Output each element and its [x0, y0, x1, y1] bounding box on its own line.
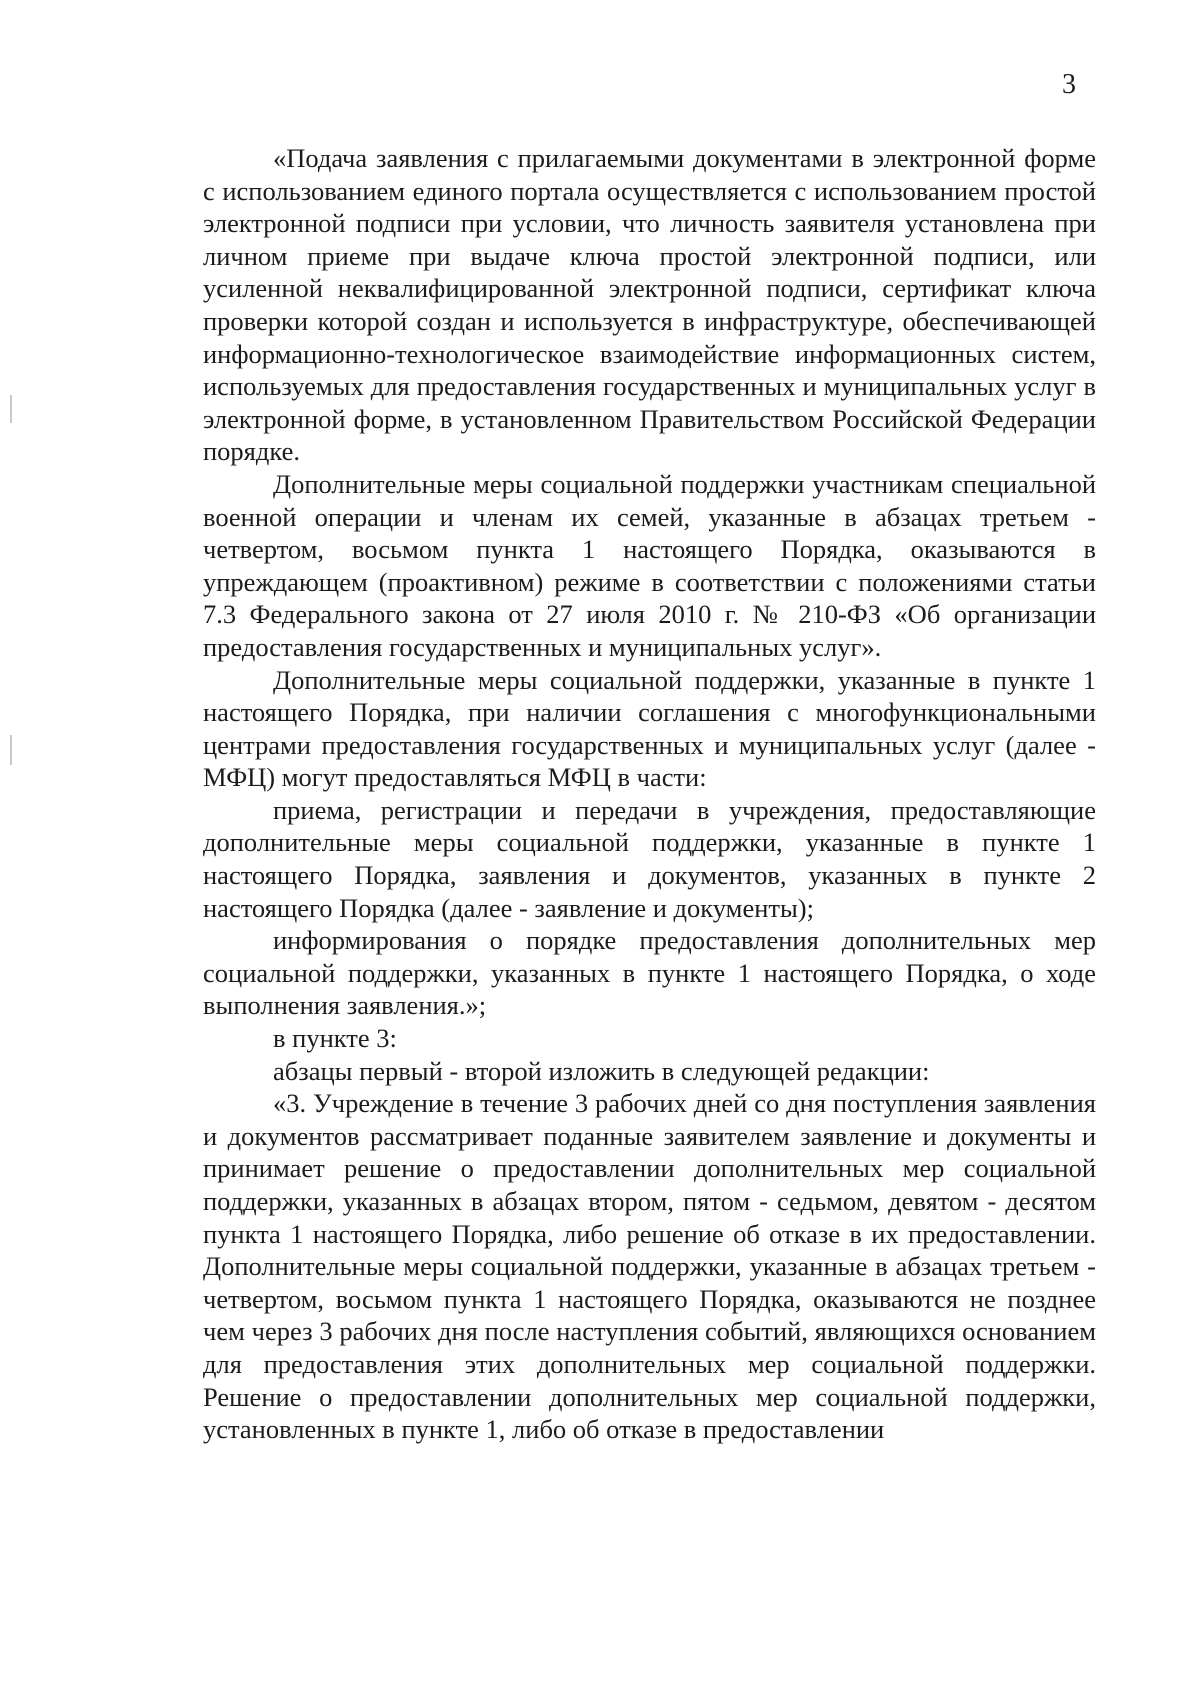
paragraph-edit-instruction: абзацы первый - второй изложить в следующей редакции: [273, 1055, 930, 1086]
document-body [203, 142, 1096, 1446]
paragraph-point-3: в пункте 3: [273, 1023, 397, 1054]
scan-edge-mark [10, 735, 12, 765]
paragraph-proactive-mode: Дополнительные меры социальной поддержки участникам специальной военной операции и членам их семей, указанные в абзацах третьем - четвертом, восьмом пункта 1 настоящего Порядка, оказываются в упреждающем (проактивном) режиме в соответствии с положениями статьи 7.3 Федерального закона от 27 июля 2010 г. № 210-ФЗ «Об организации предоставления государственных и муниципальных услуг». [203, 468, 1096, 662]
page-number: 3 [1062, 69, 1076, 100]
paragraph-informing: информирования о порядке предоставления дополнительных мер социальной поддержки, указанных в пункте 1 настоящего Порядка, о ходе выполнения заявления.»; [203, 925, 1096, 1021]
paragraph-mfc: Дополнительные меры социальной поддержки, указанные в пункте 1 настоящего Порядка, при наличии соглашения с многофункциональными центрами предоставления государственных и муниципальных услуг (далее - МФЦ) могут предоставляться МФЦ в части: [203, 664, 1096, 793]
paragraph-reception: приема, регистрации и передачи в учреждения, предоставляющие дополнительные меры социальной поддержки, указанные в пункте 1 настоящего Порядка, заявления и документов, указанных в пункте 2 настоящего Порядка (далее - заявление и документы); [203, 794, 1096, 923]
scan-edge-mark [10, 395, 12, 423]
paragraph-decision: «3. Учреждение в течение 3 рабочих дней со дня поступления заявления и документов рассматривает поданные заявителем заявление и документы и принимает решение о предоставлении дополнительных мер социальной поддержки, указанных в абзацах втором, пятом - седьмом, девятом - десятом пункта 1 настоящего Порядка, либо решение об отказе в их предоставлении. Дополнительные меры социальной поддержки, указанные в абзацах третьем - четвертом, восьмом пункта 1 настоящего Порядка, оказываются не позднее чем через 3 рабочих дня после наступления событий, являющихся основанием для предоставления этих дополнительных мер социальной поддержки. Решение о предоставлении дополнительных мер социальной поддержки, установленных в пункте 1, либо об отказе в предоставлении [203, 1088, 1096, 1445]
paragraph-portal-submission: «Подача заявления с прилагаемыми документами в электронной форме с использованием единого портала осуществляется с использованием простой электронной подписи при условии, что личность заявителя установлена при личном приеме при выдаче ключа простой электронной подписи, или усиленной неквалифицированной электронной подписи, сертификат ключа проверки которой создан и используется в инфраструктуре, обеспечивающей информационно-технологическое взаимодействие информационных систем, используемых для предоставления государственных и муниципальных услуг в электронной форме, в установленном Правительством Российской Федерации порядке. [203, 143, 1096, 467]
